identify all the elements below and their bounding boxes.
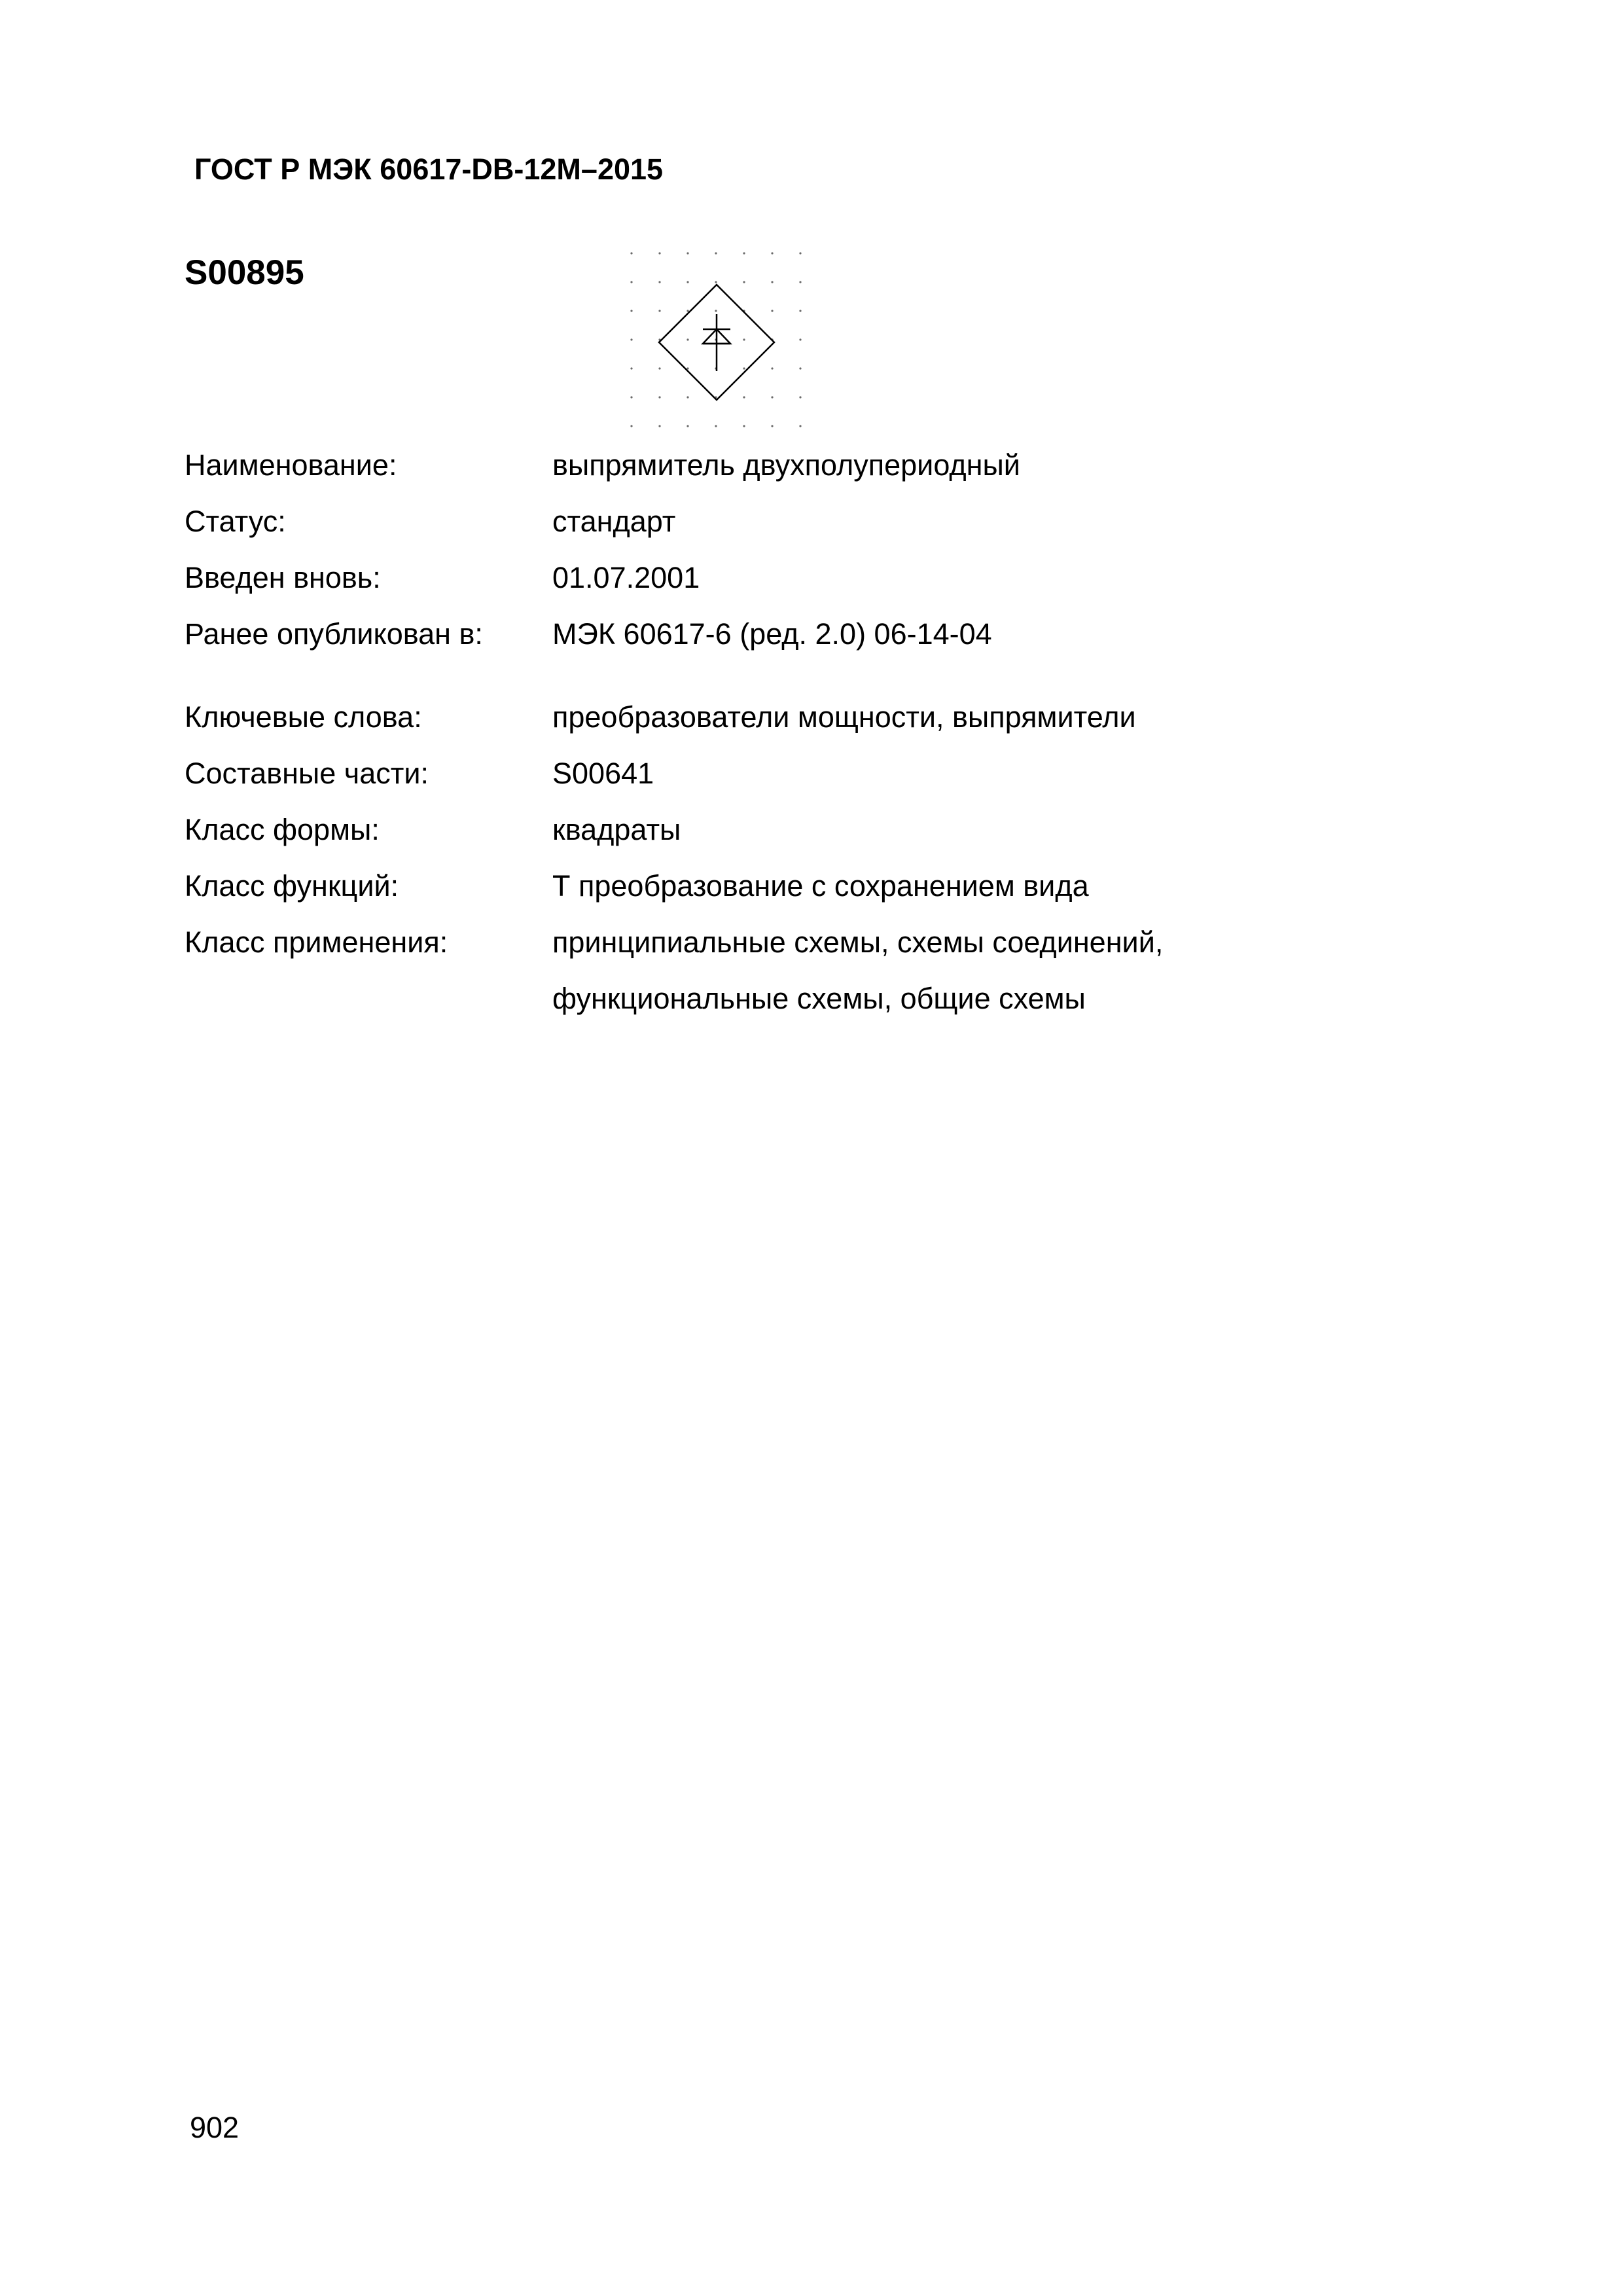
grid-dot (687, 396, 688, 398)
field-application-class-value-line2: функциональные схемы, общие схемы (552, 982, 1086, 1015)
field-published-value: МЭК 60617-6 (ред. 2.0) 06-14-04 (552, 617, 992, 651)
field-parts-label: Составные части: (185, 757, 429, 790)
grid-dot (630, 338, 632, 340)
grid-dot (630, 310, 632, 312)
grid-dot (771, 281, 773, 283)
field-function-class-value: Т преобразование с сохранением вида (552, 869, 1089, 903)
grid-dot (799, 396, 801, 398)
grid-dot (743, 367, 745, 369)
grid-dot (743, 425, 745, 427)
grid-dot (743, 252, 745, 254)
grid-dot (771, 396, 773, 398)
grid-dot (715, 252, 717, 254)
grid-dot (687, 425, 688, 427)
grid-dot (771, 367, 773, 369)
grid-dot (771, 425, 773, 427)
full-wave-rectifier-symbol-icon (618, 245, 815, 435)
symbol-id: S00895 (185, 253, 304, 292)
grid-dot (687, 338, 688, 340)
grid-dot (630, 396, 632, 398)
grid-dot (715, 425, 717, 427)
grid-dot (771, 310, 773, 312)
grid-dot (715, 310, 717, 312)
field-application-class-value: принципиальные схемы, схемы соединений, (552, 925, 1164, 959)
grid-dot (715, 281, 717, 283)
field-function-class-label: Класс функций: (185, 869, 399, 903)
grid-dot (630, 252, 632, 254)
field-keywords-label: Ключевые слова: (185, 700, 422, 734)
grid-dot (658, 367, 660, 369)
grid-dot (687, 252, 688, 254)
field-shape-class-value: квадраты (552, 813, 681, 846)
grid-dot (799, 310, 801, 312)
field-published-label: Ранее опубликован в: (185, 617, 483, 651)
grid-dot (743, 338, 745, 340)
field-status-value: стандарт (552, 505, 676, 538)
grid-dot (799, 252, 801, 254)
grid-dot (658, 281, 660, 283)
grid-dot (799, 338, 801, 340)
grid-dot (658, 425, 660, 427)
grid-dot (799, 425, 801, 427)
grid-dot (743, 396, 745, 398)
grid-dot (743, 281, 745, 283)
grid-dot (687, 281, 688, 283)
field-introduced-label: Введен вновь: (185, 561, 381, 594)
symbol-drawing (618, 245, 815, 435)
grid-dot (658, 396, 660, 398)
field-keywords-value: преобразователи мощности, выпрямители (552, 700, 1136, 734)
field-name-label: Наименование: (185, 448, 397, 482)
grid-dot (630, 281, 632, 283)
grid-dot (630, 367, 632, 369)
field-introduced-value: 01.07.2001 (552, 561, 700, 594)
field-status-label: Статус: (185, 505, 286, 538)
grid-dot (630, 425, 632, 427)
field-name-value: выпрямитель двухполупериодный (552, 448, 1020, 482)
grid-dot (799, 367, 801, 369)
grid-dot (799, 281, 801, 283)
field-parts-value: S00641 (552, 757, 654, 790)
grid-dot (658, 252, 660, 254)
standard-header: ГОСТ Р МЭК 60617-DB-12M–2015 (194, 152, 664, 186)
grid-dot (658, 310, 660, 312)
field-shape-class-label: Класс формы: (185, 813, 380, 846)
field-application-class-label: Класс применения: (185, 925, 448, 959)
page-number: 902 (190, 2111, 240, 2144)
grid-dot (771, 252, 773, 254)
